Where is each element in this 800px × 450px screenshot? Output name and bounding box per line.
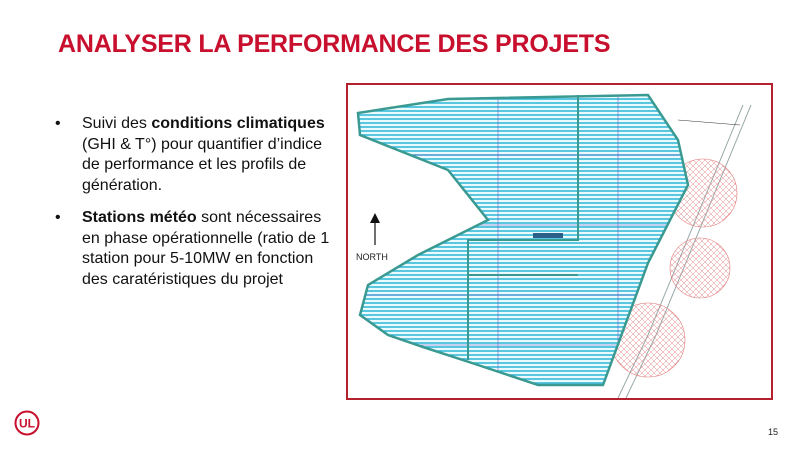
bullet-list	[52, 114, 337, 302]
exclusion-zone-circle	[670, 238, 730, 298]
site-plan-figure	[346, 83, 773, 400]
site-plan-drawing	[348, 85, 771, 398]
road-leader-line	[678, 120, 740, 125]
ul-logo-icon	[14, 410, 40, 436]
bullet-text: (GHI & T°) pour quantifier d’indice de performance et les profils de génération.	[82, 135, 322, 194]
bullet-item	[52, 208, 337, 290]
bullet-item	[52, 114, 337, 196]
north-arrow-icon	[370, 213, 380, 245]
bullet-bold-text: Stations météo	[82, 209, 197, 226]
bullet-bold-text: conditions climatiques	[151, 115, 325, 132]
bullet-text: sont nécessaires en phase opérationnelle (ratio de 1 station pour 5-10MW en fonction des caratéristiques du projet	[82, 209, 330, 288]
bullet-text: Suivi des	[82, 115, 152, 132]
slide-title: ANALYSER LA PERFORMANCE DES PROJETS	[58, 30, 611, 58]
inverter-block	[533, 233, 563, 238]
page-number: 15	[767, 427, 778, 437]
north-label: NORTH	[356, 252, 388, 262]
ul-logo-text: UL	[19, 416, 35, 431]
